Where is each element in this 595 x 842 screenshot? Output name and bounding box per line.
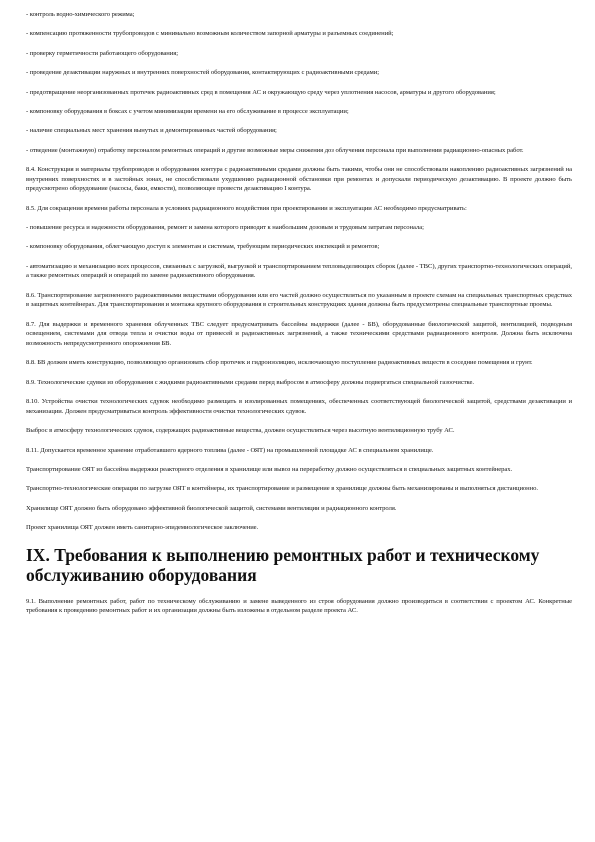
paragraph: 8.8. БВ должен иметь конструкцию, позволяющую организовать сбор протечек и гидроизоляцию, исключающую поступление радиоактивных веществ в соседние помещения и грунт. — [26, 359, 533, 367]
paragraph: - контроль водно-химического режима; — [26, 11, 135, 18]
paragraph: 8.11. Допускается временное хранение отработавшего ядерного топлива (далее - ОЯТ) на промышленной площадке АС в специальном хранилище. — [26, 446, 434, 454]
paragraph: - компенсацию протяженности трубопроводов с минимально возможным количеством запорной арматуры и разъемных соединений; — [26, 30, 394, 38]
paragraph: 8.9. Технологические сдувки из оборудования с жидкими радиоактивными средами перед выбросом в атмосферу должны подвергаться специальной газоочистке. — [26, 378, 475, 386]
paragraph: 8.6. Транспортирование загрязненного радиоактивными веществами оборудования или его частей должно осуществляться по указанным в проекте схемам на специальных транспортных средствах в защитных контейнерах. Для транспортирования и монтажа крупного оборудования в строительных конструкциях здания должны быть предусмотрены специальные транспортные проемы. — [26, 291, 572, 309]
paragraph: Проект хранилища ОЯТ должен иметь санитарно-эпидемиологическое заключение. — [26, 524, 259, 532]
paragraph: 8.5. Для сокращения времени работы персонала в условиях радиационного воздействия при проектировании и эксплуатации АС необходимо предусматривать: — [26, 204, 467, 212]
paragraph: - компоновку оборудования, облегчающую доступ к элементам и системам, требующим периодических инспекций и ремонтов; — [26, 243, 380, 251]
paragraph: 8.10. Устройства очистки технологических сдувок необходимо размещать в изолированных помещениях, обеспеченных соответствующей биологической защитой, средствами дезактивации и механизации. Должен предусматриваться контроль эффективности очистки технологических сдувок. — [26, 398, 572, 415]
paragraph: - проверку герметичности работающего оборудования; — [26, 49, 179, 57]
bottom-paragraphs — [26, 597, 572, 616]
paragraph: - автоматизацию и механизацию всех процессов, связанных с загрузкой, выгрузкой и транспортированием тепловыделяющих сборок (далее - ТВС), других транспортно-технологических операций, а также ремонтных операций и операций по замене радиоактивного оборудования. — [26, 262, 572, 280]
top-paragraphs — [26, 10, 572, 533]
paragraph: - повышение ресурса и надежности оборудования, ремонт и замена которого приводит к наибольшим дозовым и трудовым затратам персонала; — [26, 224, 424, 232]
paragraph: Выброс в атмосферу технологических сдувок, содержащих радиоактивные вещества, должен осуществляться через высотную вентиляционную трубу АС. — [26, 427, 455, 435]
paragraph: 8.7. Для выдержки и временного хранения облученных ТВС следует предусматривать бассейны выдержки (далее - БВ), оборудованные биологической защитой, вентиляцией, подводным освещением, системами для отвода тепла и очистки воды от примесей и радиоактивных загрязнений, а также техническими средствами радиационного контроля. Должна быть исключена возможность непредусмотренного опорожнения БВ. — [26, 320, 572, 348]
paragraph: - наличие специальных мест хранения вынутых и демонтированных частей оборудования; — [26, 127, 277, 135]
section-heading: IX. Требования к выполнению ремонтных работ и техническому обслуживанию оборудования — [26, 544, 540, 585]
document-page — [26, 10, 572, 626]
paragraph: - компоновку оборудования в боксах с учетом минимизации времени на его обслуживание в процессе эксплуатации; — [26, 107, 349, 115]
paragraph: Транспортирование ОЯТ из бассейна выдержки реакторного отделения в хранилище или вывоз на переработку должно осуществляться в специальных защитных контейнерах. — [26, 465, 513, 473]
paragraph: - проведение дезактивации наружных и внутренних поверхностей оборудования, контактирующих с радиоактивными средами; — [26, 69, 380, 77]
paragraph: 8.4. Конструкция и материалы трубопроводов и оборудования контура с радиоактивными средами должны быть такими, чтобы они не способствовали накоплению радиоактивных загрязнений на внутренних поверхностях и в застойных зонах, не способствовали ухудшению радиационной обстановки при ремонтах и допускали периодическую дезактивацию. В проекте должно быть предусмотрено оборудование (насосы, баки, емкости), позволяющее провести дезактивацию I контура. — [26, 166, 572, 193]
paragraph: - отведение (монтажную) отработку персоналом ремонтных операций и другие возможные меры снижения доз облучения персонала при выполнении радиационно-опасных работ. — [26, 146, 524, 154]
paragraph: 9.1. Выполнение ремонтных работ, работ по техническому обслуживанию и замене выведенного из строя оборудования должно производиться в соответствии с проектом АС. Конкретные требования к проведению ремонтных работ и их организации должны быть изложены в отдельном разделе проекта АС. — [26, 597, 572, 615]
paragraph: Хранилище ОЯТ должно быть оборудовано эффективной биологической защитой, системами вентиляции и радиационного контроля. — [26, 504, 397, 512]
paragraph: Транспортно-технологические операции по загрузке ОЯТ в контейнеры, их транспортирование и размещение в хранилище должны быть механизированы и выполняться дистанционно. — [26, 485, 538, 493]
paragraph: - предотвращение неорганизованных протечек радиоактивных сред в помещения АС и окружающую среду через уплотнения насосов, арматуры и другого оборудования; — [26, 88, 496, 96]
